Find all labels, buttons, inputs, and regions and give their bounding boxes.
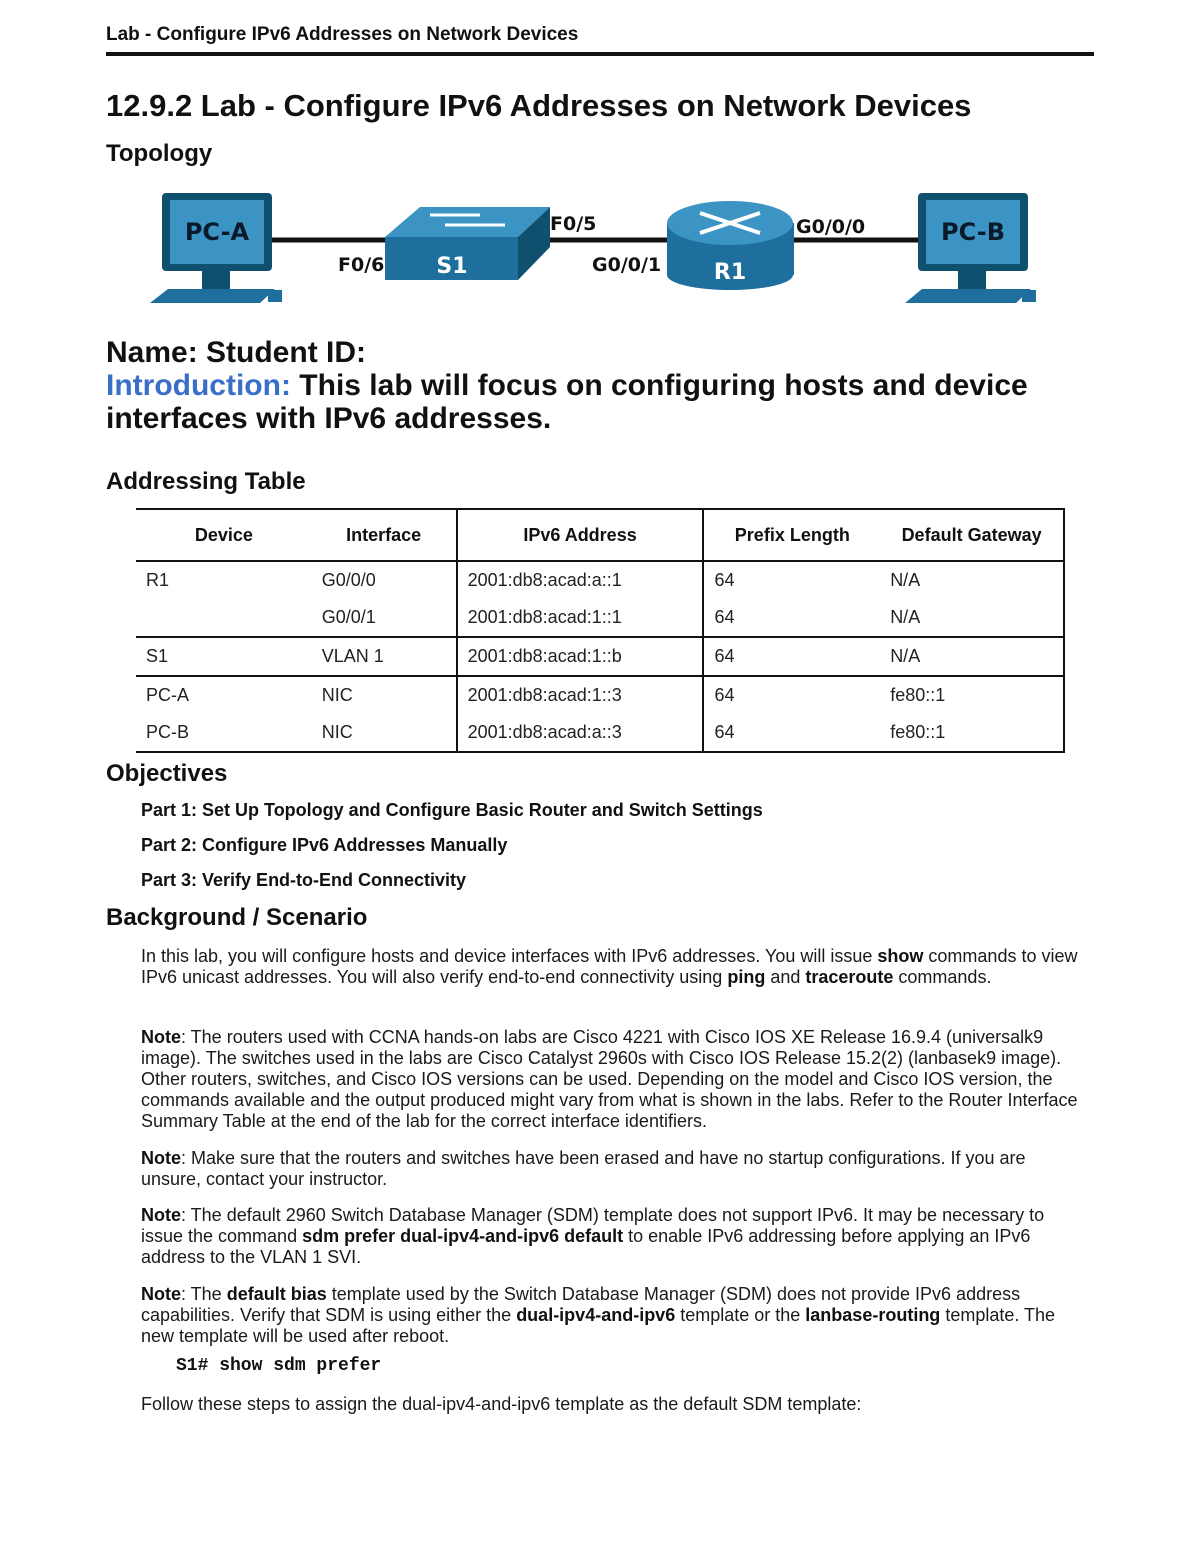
objectives-list (141, 798, 763, 903)
intro-block (106, 336, 1096, 435)
background-paragraph (141, 946, 1081, 988)
keyword-default-bias: default bias (226, 1284, 327, 1304)
cell-interface: G0/0/0 (321, 570, 376, 590)
cell-ipv6: 2001:db8:acad:a::1 (457, 561, 704, 599)
col-header-interface: Interface (312, 509, 457, 561)
note-text: : The default 2960 Switch Database Manager (SDM) template does not support IPv6. It may be necessary to issue the command (141, 1205, 1045, 1246)
cell-gateway: fe80::1 (880, 714, 1064, 752)
cell-device: S1 (136, 637, 312, 676)
running-header (106, 22, 1094, 56)
document-title: 12.9.2 Lab - Configure IPv6 Addresses on Network Devices (106, 88, 972, 123)
objective-part-3: Part 3: Verify End-to-End Connectivity (141, 870, 467, 890)
text: In this lab, you will configure hosts and device interfaces with IPv6 addresses. You will issue (141, 946, 878, 966)
cell-ipv6: 2001:db8:acad:1::1 (457, 599, 704, 637)
note-text: : The routers used with CCNA hands-on labs are Cisco 4221 with Cisco IOS XE Release 16.9.4 (universalk9 image). The switches used in the labs are Cisco Catalyst 2960s with Cisco IOS Release 15.2(2) (lanbasek9 image). Other routers, switches, and Cisco IOS versions can be used. Depending on the model and Cisco IOS version, the commands available and the output produced might vary from what is shown in the labs. Refer to the Router Interface Summary Table at the end of the lab for the correct interface identifiers. (141, 1027, 1078, 1131)
cell-interface: NIC (321, 685, 353, 705)
introduction-label: Introduction: (106, 369, 291, 402)
cell-prefix: 64 (703, 637, 880, 676)
table-row (136, 676, 1064, 714)
note-label: Note (141, 1284, 181, 1304)
cell-device (136, 599, 312, 637)
cell-device: PC-A (146, 685, 190, 705)
cell-device: R1 (146, 570, 170, 590)
keyword-ping: ping (727, 967, 766, 987)
router-r1-icon (667, 201, 794, 290)
cell-ipv6: 2001:db8:acad:1::b (457, 637, 704, 676)
cell-prefix: 64 (703, 599, 880, 637)
pc-b-label: PC-B (940, 218, 1006, 246)
cli-command: S1# show sdm prefer (176, 1356, 382, 1376)
name-student-id: Name: Student ID: (106, 336, 367, 369)
keyword-lanbase-routing: lanbase-routing (805, 1305, 941, 1325)
col-header-gateway: Default Gateway (880, 509, 1064, 561)
keyword-dual-ipv4-and-ipv6: dual-ipv4-and-ipv6 (516, 1305, 676, 1325)
note-text: template. The new template will be used after reboot. (141, 1305, 1056, 1346)
cell-interface: VLAN 1 (312, 637, 457, 676)
router-r1-label: R1 (713, 260, 747, 285)
keyword-traceroute: traceroute (805, 967, 894, 987)
cell-gateway: N/A (880, 637, 1064, 676)
table-header-row (136, 509, 1064, 561)
cell-gateway: N/A (880, 561, 1064, 599)
note-text: to enable IPv6 addressing before applying an IPv6 address to the VLAN 1 SVI. (141, 1226, 1031, 1267)
cell-prefix: 64 (703, 714, 880, 752)
text: commands to view IPv6 unicast addresses. You will also verify end-to-end connectivity using (141, 946, 1078, 987)
pc-b-icon (905, 193, 1036, 303)
cell-gateway: fe80::1 (880, 676, 1064, 714)
topology-diagram (140, 185, 1060, 320)
note-default-bias (141, 1284, 1081, 1347)
table-row (136, 561, 1064, 599)
note-routers (141, 1027, 1081, 1132)
introduction (106, 369, 1096, 435)
port-label-g0-0-0: G0/0/0 (796, 216, 866, 238)
addressing-table (136, 508, 1065, 753)
running-title: Lab - Configure IPv6 Addresses on Network Devices (106, 24, 579, 45)
introduction-text: This lab will focus on configuring hosts and device interfaces with IPv6 addresses. (106, 369, 1028, 435)
command-sdm-prefer: sdm prefer dual-ipv4-and-ipv6 default (302, 1226, 624, 1246)
cell-ipv6: 2001:db8:acad:a::3 (457, 714, 704, 752)
table-row (136, 599, 1064, 637)
port-label-f0-6: F0/6 (338, 254, 385, 276)
text: commands. (893, 967, 992, 987)
objective-part-2: Part 2: Configure IPv6 Addresses Manually (141, 835, 508, 855)
topology-heading: Topology (106, 140, 213, 167)
note-sdm-template (141, 1205, 1081, 1268)
cell-gateway: N/A (880, 599, 1064, 637)
col-header-prefix: Prefix Length (703, 509, 880, 561)
note-label: Note (141, 1148, 181, 1168)
objective-part-1: Part 1: Set Up Topology and Configure Basic Router and Switch Settings (141, 800, 763, 820)
col-header-ipv6: IPv6 Address (457, 509, 704, 561)
table-row (136, 637, 1064, 676)
col-header-device: Device (136, 509, 312, 561)
pc-a-label: PC-A (184, 218, 250, 246)
note-erased (141, 1148, 1081, 1190)
keyword-show: show (877, 946, 924, 966)
pc-a-icon (150, 193, 282, 303)
cell-ipv6: 2001:db8:acad:1::3 (457, 676, 704, 714)
background-heading: Background / Scenario (106, 904, 368, 931)
note-text: : Make sure that the routers and switches have been erased and have no startup configurations. If you are unsure, contact your instructor. (141, 1148, 1026, 1189)
cell-interface: G0/0/1 (312, 599, 457, 637)
addressing-heading: Addressing Table (106, 468, 306, 495)
note-label: Note (141, 1027, 181, 1047)
cell-prefix: 64 (703, 561, 880, 599)
note-text: : The (181, 1284, 227, 1304)
port-label-f0-5: F0/5 (550, 213, 597, 235)
note-text: template or the (675, 1305, 806, 1325)
text: and (765, 967, 806, 987)
note-label: Note (141, 1205, 181, 1225)
switch-s1-label: S1 (436, 254, 468, 279)
table-row (136, 714, 1064, 752)
switch-s1-icon (385, 207, 550, 280)
cell-prefix: 64 (703, 676, 880, 714)
objectives-heading: Objectives (106, 760, 228, 787)
cell-device: PC-B (136, 714, 312, 752)
port-label-g0-0-1: G0/0/1 (592, 254, 662, 276)
note-text: template used by the Switch Database Manager (SDM) does not provide IPv6 address capabilities. Verify that SDM is using either the (141, 1284, 1021, 1325)
follow-steps-text: Follow these steps to assign the dual-ipv4-and-ipv6 template as the default SDM template: (141, 1394, 862, 1414)
cell-interface: NIC (312, 714, 457, 752)
